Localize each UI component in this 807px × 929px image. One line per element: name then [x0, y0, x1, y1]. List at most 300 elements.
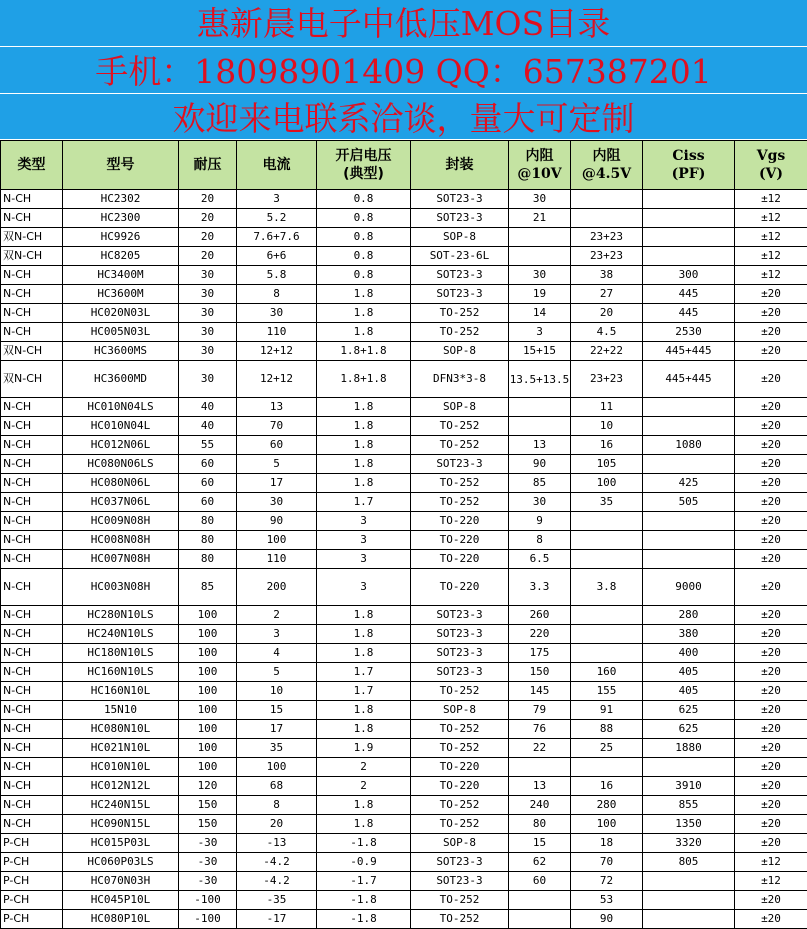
cell-rds-10v: 6.5	[509, 550, 571, 569]
cell-ciss	[643, 512, 735, 531]
cell-current: 30	[237, 304, 317, 323]
cell-model: HC3600MD	[63, 361, 179, 398]
cell-vgs: ±12	[735, 190, 807, 209]
cell-model: HC010N10L	[63, 758, 179, 777]
cell-vgs: ±20	[735, 663, 807, 682]
cell-ciss: 445+445	[643, 361, 735, 398]
cell-threshold-voltage: -0.9	[317, 853, 411, 872]
cell-current: 17	[237, 474, 317, 493]
cell-package: SOT-23-6L	[411, 247, 509, 266]
cell-vgs: ±12	[735, 247, 807, 266]
cell-current: 70	[237, 417, 317, 436]
cell-rds-4v5: 11	[571, 398, 643, 417]
cell-type: N-CH	[1, 815, 63, 834]
cell-ciss: 445	[643, 285, 735, 304]
cell-vgs: ±12	[735, 266, 807, 285]
cell-ciss: 625	[643, 701, 735, 720]
cell-current: 7.6+7.6	[237, 228, 317, 247]
cell-model: HC008N08H	[63, 531, 179, 550]
cell-model: HC010N04LS	[63, 398, 179, 417]
cell-ciss	[643, 247, 735, 266]
cell-vgs: ±20	[735, 758, 807, 777]
cell-rds-10v: 150	[509, 663, 571, 682]
cell-voltage: 20	[179, 190, 237, 209]
cell-type: N-CH	[1, 436, 63, 455]
cell-package: TO-220	[411, 777, 509, 796]
cell-model: HC280N10LS	[63, 606, 179, 625]
cell-type: N-CH	[1, 796, 63, 815]
slogan-text: 欢迎来电联系洽谈，量大可定制	[173, 99, 635, 138]
cell-current: 5.2	[237, 209, 317, 228]
cell-rds-10v: 13	[509, 436, 571, 455]
cell-rds-10v: 90	[509, 455, 571, 474]
cell-package: TO-220	[411, 512, 509, 531]
cell-current: 60	[237, 436, 317, 455]
cell-type: N-CH	[1, 701, 63, 720]
cell-vgs: ±20	[735, 323, 807, 342]
cell-threshold-voltage: 1.8	[317, 323, 411, 342]
cell-type: N-CH	[1, 512, 63, 531]
cell-current: 12+12	[237, 342, 317, 361]
cell-vgs: ±20	[735, 455, 807, 474]
cell-threshold-voltage: 2	[317, 758, 411, 777]
table-row	[1, 285, 807, 304]
cell-threshold-voltage: 1.8	[317, 398, 411, 417]
cell-rds-10v: 30	[509, 266, 571, 285]
cell-rds-4v5: 91	[571, 701, 643, 720]
table-row	[1, 815, 807, 834]
cell-package: SOT23-3	[411, 644, 509, 663]
cell-voltage: 80	[179, 550, 237, 569]
cell-voltage: -30	[179, 834, 237, 853]
cell-vgs: ±20	[735, 777, 807, 796]
cell-rds-4v5	[571, 625, 643, 644]
cell-ciss: 405	[643, 682, 735, 701]
cell-vgs: ±20	[735, 512, 807, 531]
cell-ciss: 405	[643, 663, 735, 682]
cell-rds-4v5: 18	[571, 834, 643, 853]
cell-rds-10v: 8	[509, 531, 571, 550]
cell-package: SOP-8	[411, 228, 509, 247]
cell-ciss: 1080	[643, 436, 735, 455]
cell-current: 20	[237, 815, 317, 834]
cell-vgs: ±20	[735, 910, 807, 929]
table-row	[1, 493, 807, 512]
cell-threshold-voltage: -1.7	[317, 872, 411, 891]
cell-threshold-voltage: 3	[317, 531, 411, 550]
cell-package: SOT23-3	[411, 190, 509, 209]
cell-voltage: 40	[179, 398, 237, 417]
cell-package: TO-252	[411, 815, 509, 834]
cell-package: TO-252	[411, 436, 509, 455]
cell-current: 35	[237, 739, 317, 758]
cell-threshold-voltage: -1.8	[317, 891, 411, 910]
cell-package: SOP-8	[411, 342, 509, 361]
cell-voltage: 100	[179, 739, 237, 758]
cell-rds-10v: 220	[509, 625, 571, 644]
cell-rds-4v5: 16	[571, 436, 643, 455]
cell-ciss: 3910	[643, 777, 735, 796]
contact-info: 手机：18098901409 QQ：657387201	[95, 52, 712, 91]
cell-ciss	[643, 228, 735, 247]
cell-rds-4v5	[571, 512, 643, 531]
cell-rds-4v5: 23+23	[571, 361, 643, 398]
cell-package: TO-252	[411, 796, 509, 815]
cell-threshold-voltage: 1.8	[317, 474, 411, 493]
cell-ciss: 445+445	[643, 342, 735, 361]
table-row	[1, 663, 807, 682]
cell-voltage: 80	[179, 531, 237, 550]
cell-ciss	[643, 758, 735, 777]
cell-current: 12+12	[237, 361, 317, 398]
cell-threshold-voltage: 0.8	[317, 209, 411, 228]
cell-rds-10v: 22	[509, 739, 571, 758]
cell-ciss: 625	[643, 720, 735, 739]
cell-rds-4v5: 23+23	[571, 228, 643, 247]
header-rds-4v5: 内阻 @4.5V	[571, 141, 643, 190]
cell-current: 5.8	[237, 266, 317, 285]
cell-rds-10v: 85	[509, 474, 571, 493]
cell-rds-4v5: 38	[571, 266, 643, 285]
cell-type: N-CH	[1, 266, 63, 285]
cell-rds-10v: 79	[509, 701, 571, 720]
header-vgs: Vgs (V)	[735, 141, 807, 190]
cell-rds-10v	[509, 247, 571, 266]
cell-type: N-CH	[1, 606, 63, 625]
cell-package: TO-252	[411, 910, 509, 929]
cell-model: HC240N15L	[63, 796, 179, 815]
cell-vgs: ±20	[735, 796, 807, 815]
cell-type: N-CH	[1, 739, 63, 758]
cell-vgs: ±20	[735, 815, 807, 834]
cell-vgs: ±20	[735, 625, 807, 644]
cell-model: HC090N15L	[63, 815, 179, 834]
table-row	[1, 701, 807, 720]
cell-threshold-voltage: -1.8	[317, 834, 411, 853]
cell-type: 双N-CH	[1, 247, 63, 266]
header-rds-10v: 内阻 @10V	[509, 141, 571, 190]
cell-model: HC060P03LS	[63, 853, 179, 872]
cell-rds-10v: 60	[509, 872, 571, 891]
cell-package: SOT23-3	[411, 625, 509, 644]
cell-package: SOT23-3	[411, 663, 509, 682]
cell-package: SOT23-3	[411, 872, 509, 891]
cell-type: N-CH	[1, 644, 63, 663]
cell-vgs: ±20	[735, 531, 807, 550]
table-row	[1, 190, 807, 209]
cell-rds-4v5: 22+22	[571, 342, 643, 361]
cell-voltage: 100	[179, 720, 237, 739]
header-threshold-voltage: 开启电压 (典型)	[317, 141, 411, 190]
cell-package: TO-252	[411, 891, 509, 910]
cell-ciss	[643, 455, 735, 474]
cell-rds-4v5: 100	[571, 474, 643, 493]
cell-type: N-CH	[1, 398, 63, 417]
table-row	[1, 342, 807, 361]
table-row	[1, 625, 807, 644]
cell-voltage: -100	[179, 891, 237, 910]
cell-threshold-voltage: 1.8	[317, 417, 411, 436]
cell-package: TO-252	[411, 739, 509, 758]
cell-model: HC007N08H	[63, 550, 179, 569]
cell-model: HC037N06L	[63, 493, 179, 512]
cell-type: P-CH	[1, 910, 63, 929]
cell-rds-4v5: 25	[571, 739, 643, 758]
cell-ciss: 380	[643, 625, 735, 644]
cell-model: HC8205	[63, 247, 179, 266]
cell-rds-10v: 3.3	[509, 569, 571, 606]
cell-rds-10v: 260	[509, 606, 571, 625]
cell-vgs: ±20	[735, 739, 807, 758]
cell-vgs: ±20	[735, 342, 807, 361]
cell-voltage: 100	[179, 606, 237, 625]
slogan-banner	[0, 94, 807, 140]
cell-vgs: ±20	[735, 891, 807, 910]
cell-model: HC240N10LS	[63, 625, 179, 644]
cell-ciss: 400	[643, 644, 735, 663]
cell-voltage: 30	[179, 361, 237, 398]
cell-package: TO-252	[411, 720, 509, 739]
cell-rds-4v5	[571, 758, 643, 777]
cell-ciss	[643, 417, 735, 436]
cell-package: TO-252	[411, 417, 509, 436]
table-row	[1, 796, 807, 815]
cell-model: HC3400M	[63, 266, 179, 285]
cell-current: 90	[237, 512, 317, 531]
cell-type: N-CH	[1, 625, 63, 644]
catalog-title: 惠新晨电子中低压MOS目录	[197, 4, 610, 43]
cell-type: N-CH	[1, 758, 63, 777]
cell-package: TO-220	[411, 531, 509, 550]
cell-rds-4v5: 90	[571, 910, 643, 929]
cell-vgs: ±20	[735, 436, 807, 455]
table-row	[1, 228, 807, 247]
cell-rds-4v5: 16	[571, 777, 643, 796]
cell-voltage: 40	[179, 417, 237, 436]
cell-ciss: 425	[643, 474, 735, 493]
cell-ciss: 1880	[643, 739, 735, 758]
cell-current: 110	[237, 323, 317, 342]
cell-package: TO-252	[411, 474, 509, 493]
cell-ciss	[643, 531, 735, 550]
cell-package: SOT23-3	[411, 266, 509, 285]
table-row	[1, 417, 807, 436]
cell-ciss: 280	[643, 606, 735, 625]
cell-current: 10	[237, 682, 317, 701]
cell-threshold-voltage: 0.8	[317, 247, 411, 266]
cell-voltage: 30	[179, 304, 237, 323]
table-row	[1, 891, 807, 910]
cell-rds-4v5: 53	[571, 891, 643, 910]
cell-threshold-voltage: 1.8	[317, 815, 411, 834]
cell-vgs: ±20	[735, 285, 807, 304]
cell-vgs: ±20	[735, 720, 807, 739]
table-row	[1, 512, 807, 531]
cell-type: P-CH	[1, 853, 63, 872]
cell-package: SOT23-3	[411, 606, 509, 625]
cell-current: 8	[237, 285, 317, 304]
cell-voltage: 30	[179, 266, 237, 285]
cell-type: N-CH	[1, 190, 63, 209]
cell-current: 15	[237, 701, 317, 720]
cell-model: HC080P10L	[63, 910, 179, 929]
cell-threshold-voltage: 1.8	[317, 455, 411, 474]
table-row	[1, 361, 807, 398]
cell-package: TO-252	[411, 304, 509, 323]
cell-ciss: 445	[643, 304, 735, 323]
cell-type: N-CH	[1, 455, 63, 474]
cell-type: 双N-CH	[1, 361, 63, 398]
cell-package: SOT23-3	[411, 455, 509, 474]
table-header-row	[1, 141, 807, 190]
table-row	[1, 853, 807, 872]
cell-ciss: 3320	[643, 834, 735, 853]
cell-model: 15N10	[63, 701, 179, 720]
cell-voltage: 30	[179, 323, 237, 342]
cell-rds-4v5: 160	[571, 663, 643, 682]
cell-current: 17	[237, 720, 317, 739]
table-row	[1, 398, 807, 417]
cell-vgs: ±20	[735, 834, 807, 853]
cell-type: N-CH	[1, 663, 63, 682]
cell-model: HC015P03L	[63, 834, 179, 853]
cell-rds-10v: 240	[509, 796, 571, 815]
cell-current: 100	[237, 531, 317, 550]
cell-vgs: ±20	[735, 493, 807, 512]
table-row	[1, 247, 807, 266]
cell-current: -17	[237, 910, 317, 929]
cell-rds-10v: 21	[509, 209, 571, 228]
table-row	[1, 606, 807, 625]
cell-rds-10v: 145	[509, 682, 571, 701]
cell-current: 13	[237, 398, 317, 417]
header-package: 封装	[411, 141, 509, 190]
cell-rds-4v5: 35	[571, 493, 643, 512]
cell-current: 200	[237, 569, 317, 606]
cell-voltage: 100	[179, 682, 237, 701]
cell-current: 5	[237, 455, 317, 474]
cell-model: HC9926	[63, 228, 179, 247]
table-row	[1, 758, 807, 777]
cell-model: HC009N08H	[63, 512, 179, 531]
cell-voltage: 150	[179, 815, 237, 834]
cell-rds-4v5: 72	[571, 872, 643, 891]
cell-threshold-voltage: 0.8	[317, 228, 411, 247]
cell-vgs: ±20	[735, 474, 807, 493]
cell-voltage: 100	[179, 625, 237, 644]
cell-current: 3	[237, 190, 317, 209]
cell-ciss	[643, 190, 735, 209]
cell-type: N-CH	[1, 777, 63, 796]
cell-rds-4v5	[571, 531, 643, 550]
cell-rds-10v: 15	[509, 834, 571, 853]
header-voltage: 耐压	[179, 141, 237, 190]
cell-voltage: 120	[179, 777, 237, 796]
cell-ciss	[643, 398, 735, 417]
cell-ciss	[643, 209, 735, 228]
cell-rds-4v5: 280	[571, 796, 643, 815]
table-row	[1, 682, 807, 701]
cell-type: N-CH	[1, 493, 63, 512]
cell-rds-4v5: 3.8	[571, 569, 643, 606]
cell-voltage: 85	[179, 569, 237, 606]
cell-rds-10v	[509, 228, 571, 247]
cell-current: -4.2	[237, 853, 317, 872]
cell-current: 30	[237, 493, 317, 512]
cell-package: TO-252	[411, 323, 509, 342]
cell-threshold-voltage: 1.8+1.8	[317, 342, 411, 361]
cell-current: 68	[237, 777, 317, 796]
cell-voltage: 20	[179, 247, 237, 266]
cell-vgs: ±20	[735, 682, 807, 701]
cell-model: HC3600MS	[63, 342, 179, 361]
cell-vgs: ±12	[735, 228, 807, 247]
cell-type: 双N-CH	[1, 228, 63, 247]
cell-vgs: ±12	[735, 872, 807, 891]
cell-model: HC080N10L	[63, 720, 179, 739]
cell-ciss	[643, 910, 735, 929]
cell-type: N-CH	[1, 569, 63, 606]
cell-vgs: ±20	[735, 701, 807, 720]
cell-package: TO-252	[411, 493, 509, 512]
cell-voltage: 30	[179, 285, 237, 304]
cell-ciss: 300	[643, 266, 735, 285]
cell-voltage: 60	[179, 455, 237, 474]
cell-package: SOT23-3	[411, 853, 509, 872]
cell-voltage: 20	[179, 209, 237, 228]
cell-vgs: ±20	[735, 304, 807, 323]
cell-threshold-voltage: 1.8	[317, 304, 411, 323]
cell-voltage: 30	[179, 342, 237, 361]
cell-threshold-voltage: 1.8	[317, 436, 411, 455]
cell-rds-4v5	[571, 606, 643, 625]
cell-vgs: ±20	[735, 550, 807, 569]
table-row	[1, 910, 807, 929]
cell-vgs: ±12	[735, 209, 807, 228]
cell-model: HC021N10L	[63, 739, 179, 758]
cell-rds-4v5	[571, 190, 643, 209]
cell-package: SOT23-3	[411, 209, 509, 228]
table-row	[1, 644, 807, 663]
cell-current: -13	[237, 834, 317, 853]
cell-threshold-voltage: 1.8	[317, 701, 411, 720]
cell-voltage: 80	[179, 512, 237, 531]
cell-package: DFN3*3-8	[411, 361, 509, 398]
cell-vgs: ±20	[735, 361, 807, 398]
cell-current: 3	[237, 625, 317, 644]
cell-model: HC160N10LS	[63, 663, 179, 682]
cell-threshold-voltage: 1.8	[317, 644, 411, 663]
cell-model: HC010N04L	[63, 417, 179, 436]
table-row	[1, 739, 807, 758]
cell-rds-4v5	[571, 209, 643, 228]
cell-model: HC045P10L	[63, 891, 179, 910]
cell-package: SOP-8	[411, 834, 509, 853]
cell-voltage: -100	[179, 910, 237, 929]
cell-model: HC2300	[63, 209, 179, 228]
cell-rds-10v	[509, 417, 571, 436]
table-row	[1, 474, 807, 493]
cell-rds-4v5: 10	[571, 417, 643, 436]
cell-rds-4v5: 155	[571, 682, 643, 701]
cell-threshold-voltage: 1.9	[317, 739, 411, 758]
header-current: 电流	[237, 141, 317, 190]
cell-ciss	[643, 872, 735, 891]
cell-vgs: ±20	[735, 398, 807, 417]
cell-model: HC160N10L	[63, 682, 179, 701]
cell-rds-10v: 175	[509, 644, 571, 663]
cell-type: N-CH	[1, 682, 63, 701]
